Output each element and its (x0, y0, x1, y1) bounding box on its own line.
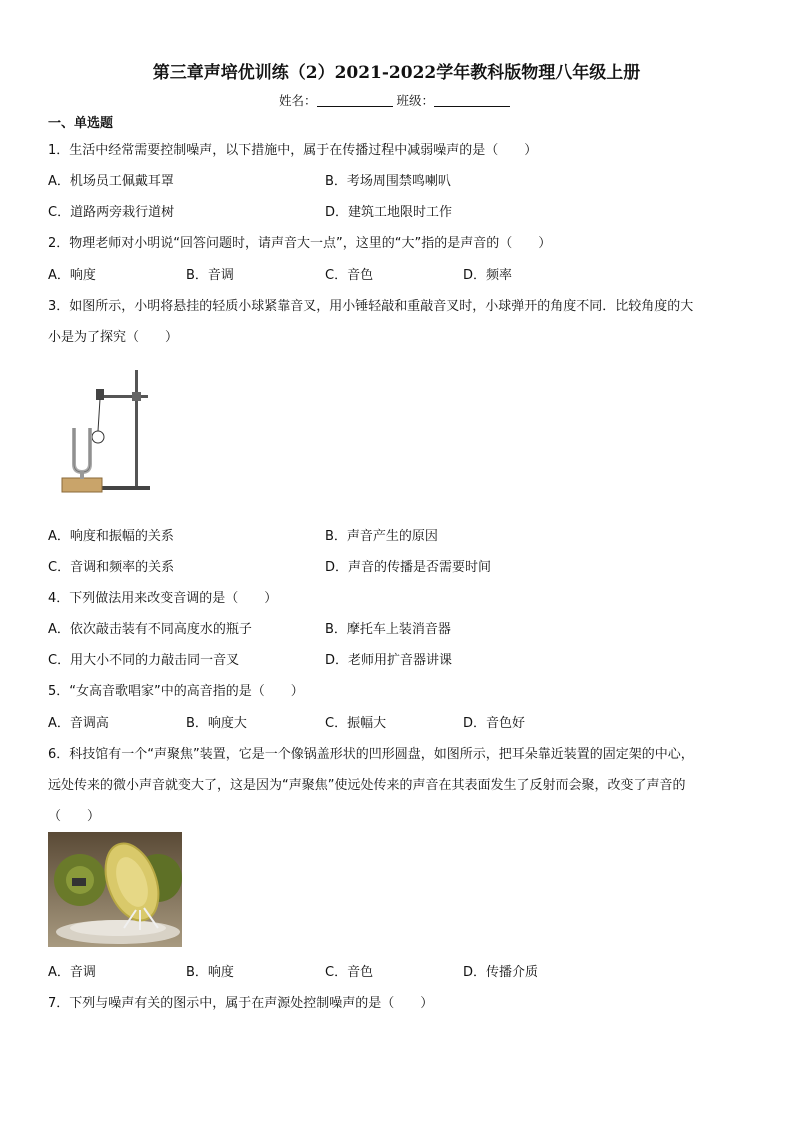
question-6-stem-line2: 远处传来的微小声音就变大了，这是因为“声聚焦”使远处传来的声音在其表面发生了反射而会聚，改变了声音的 (48, 778, 686, 793)
student-info (0, 91, 793, 109)
name-blank[interactable] (317, 94, 393, 107)
question-2-stem: 2．物理老师对小明说“回答问题时，请声音大一点”，这里的“大”指的是声音的（ ） (48, 236, 552, 251)
q1-option-b[interactable]: B．考场周围禁鸣喇叭 (325, 174, 451, 189)
q2-option-d[interactable]: D．频率 (463, 268, 513, 283)
globe-label (72, 878, 86, 886)
q1-option-a[interactable]: A．机场员工佩戴耳罩 (48, 174, 174, 189)
q4-option-a[interactable]: A．依次敲击装有不同高度水的瓶子 (48, 622, 252, 637)
question-1-stem: 1．生活中经常需要控制噪声，以下措施中，属于在传播过程中减弱噪声的是（ ） (48, 143, 538, 158)
question-6-stem-line1: 6．科技馆有一个“声聚焦”装置，它是一个像锅盖形状的凹形圆盘，如图所示，把耳朵靠近装置的固定架的中心， (48, 747, 694, 762)
q3-option-b[interactable]: B．声音产生的原因 (325, 529, 438, 544)
q3-option-c[interactable]: C．音调和频率的关系 (48, 560, 175, 575)
q4-option-d[interactable]: D．老师用扩音器讲课 (325, 653, 453, 668)
q1-option-d[interactable]: D．建筑工地限时工作 (325, 205, 453, 220)
q3-option-a[interactable]: A．响度和振幅的关系 (48, 529, 174, 544)
question-5-stem: 5．“女高音歌唱家”中的高音指的是（ ） (48, 684, 304, 699)
q4-option-c[interactable]: C．用大小不同的力敲击同一音叉 (48, 653, 240, 668)
q5-option-b[interactable]: B．响度大 (186, 716, 247, 731)
clamp-holder (96, 389, 104, 400)
q6-option-c[interactable]: C．音色 (325, 965, 374, 980)
question-3-stem-line1: 3．如图所示，小明将悬挂的轻质小球紧靠音叉，用小锤轻敲和重敲音叉时，小球弹开的角度不同．比较角度的大 (48, 299, 694, 314)
name-label: 姓名： (278, 93, 317, 108)
pendulum-string (98, 399, 100, 431)
q6-option-b[interactable]: B．响度 (186, 965, 234, 980)
sound-focus-device-photo (48, 832, 182, 947)
q6-option-a[interactable]: A．音调 (48, 965, 96, 980)
page-title: 第三章声培优训练（2）2021-2022学年教科版物理八年级上册 (152, 63, 641, 83)
section-heading: 一、单选题 (48, 116, 114, 131)
question-7-stem: 7．下列与噪声有关的图示中，属于在声源处控制噪声的是（ ） (48, 996, 434, 1011)
tuning-fork (74, 428, 90, 472)
resonance-box (62, 478, 102, 492)
class-label: 班级： (396, 93, 435, 108)
q1-option-c[interactable]: C．道路两旁栽行道树 (48, 205, 175, 220)
tuning-fork-stem (80, 471, 84, 479)
q2-option-a[interactable]: A．响度 (48, 268, 96, 283)
q4-option-b[interactable]: B．摩托车上装消音器 (325, 622, 451, 637)
clamp-knob (132, 392, 141, 401)
question-3-stem-line2: 小是为了探究（ ） (48, 330, 179, 345)
question-6-stem-line3: （ ） (48, 809, 101, 824)
question-4-stem: 4．下列做法用来改变音调的是（ ） (48, 591, 278, 606)
q2-option-c[interactable]: C．音色 (325, 268, 374, 283)
q5-option-a[interactable]: A．音调高 (48, 716, 109, 731)
q5-option-d[interactable]: D．音色好 (463, 716, 526, 731)
q2-option-b[interactable]: B．音调 (186, 268, 234, 283)
platform-top (70, 920, 166, 936)
tuning-fork-outline (74, 428, 90, 472)
tuning-fork-apparatus-figure (60, 368, 170, 500)
q5-option-c[interactable]: C．振幅大 (325, 716, 387, 731)
q3-option-d[interactable]: D．声音的传播是否需要时间 (325, 560, 492, 575)
light-ball (92, 431, 104, 443)
q6-option-d[interactable]: D．传播介质 (463, 965, 539, 980)
stand-pole (135, 370, 138, 488)
class-blank[interactable] (434, 94, 510, 107)
stand-base (98, 486, 150, 490)
